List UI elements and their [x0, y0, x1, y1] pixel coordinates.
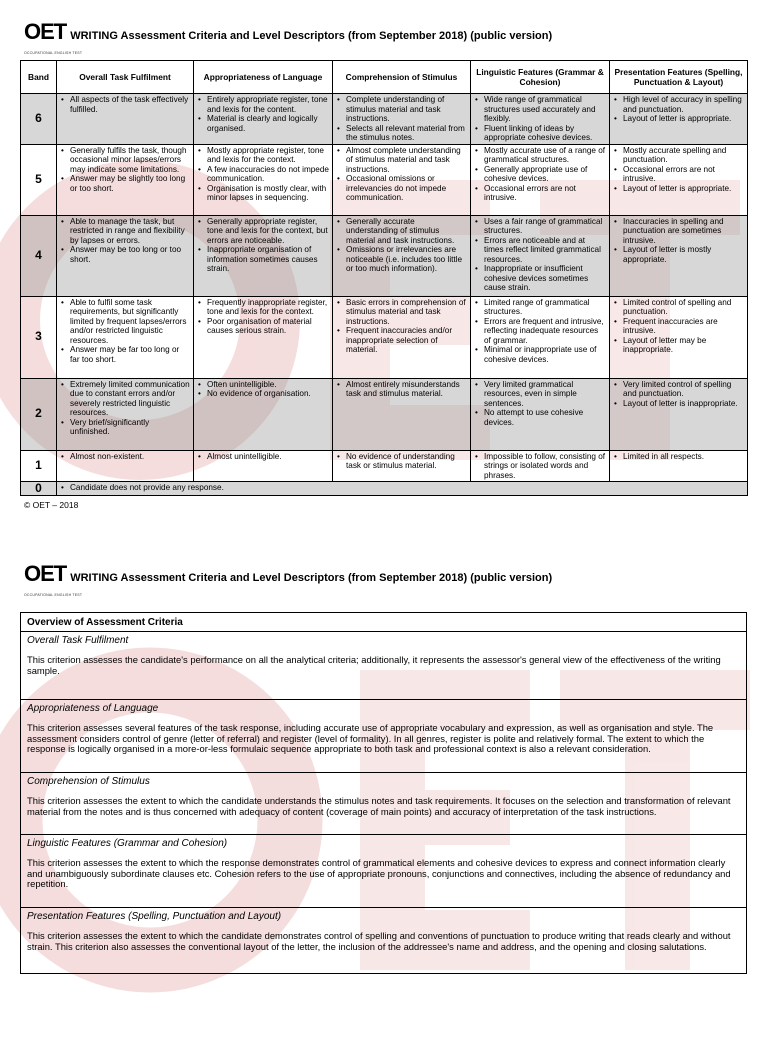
descriptor-item: • Minimal or inappropriate use of cohesive devices.	[484, 345, 606, 364]
overview-heading: Overview of Assessment Criteria	[21, 613, 746, 632]
cell-presentation-features	[610, 378, 748, 450]
descriptor-item: • Mostly accurate use of a range of grammatical structures.	[484, 146, 606, 165]
section-name: Comprehension of Stimulus	[27, 776, 150, 787]
cell-overall-task-fulfilment	[57, 378, 194, 450]
descriptor-item: • Layout of letter is inappropriate.	[623, 399, 744, 409]
descriptor-item: • Generally appropriate use of cohesive devices.	[484, 165, 606, 184]
copyright: © OET – 2018	[24, 500, 79, 510]
descriptor-list	[197, 298, 329, 336]
descriptor-list	[613, 95, 744, 124]
descriptor-item: • No evidence of organisation.	[207, 389, 329, 399]
section-text: This criterion assesses the extent to which the candidate demonstrates control of spelling and conventions of punctuation to produce writing that reads clearly and without strain. This criterion also assesses the conventional layout of the letter, the inclusion of the addressee's name and address, and the opening and closing salutations.	[27, 930, 731, 952]
cell-linguistic-features	[471, 94, 610, 145]
band-number: 5	[21, 144, 57, 215]
oet-logo-2: OET OCCUPATIONAL ENGLISH TEST	[24, 561, 83, 597]
descriptor-item: • Errors are noticeable and at times reflect limited grammatical resources.	[484, 236, 606, 265]
page-1-title: WRITING Assessment Criteria and Level Descriptors (from September 2018) (public version)	[70, 30, 553, 42]
descriptor-item: • Occasional omissions or irrelevancies do not impede communication.	[346, 174, 467, 203]
descriptor-list	[336, 217, 467, 274]
header-presentation-features: Presentation Features (Spelling, Punctuation & Layout)	[610, 61, 748, 94]
cell-linguistic-features	[471, 215, 610, 296]
descriptor-list	[197, 380, 329, 399]
cell-appropriateness-of-language	[194, 296, 333, 378]
header-overall-task-fulfilment: Overall Task Fulfilment	[57, 61, 194, 94]
section-text: This criterion assesses the extent to which the candidate understands the stimulus notes and task requirements. It focuses on the selection and transformation of relevant material from the notes and is thus concerned with adequacy of content (coverage of main points) and accuracy of interpretation of the task instructions.	[27, 795, 731, 817]
descriptor-item: • Very brief/significantly unfinished.	[70, 418, 190, 437]
band-number: 0	[21, 482, 57, 496]
page-1-header	[24, 19, 553, 55]
cell-linguistic-features	[471, 450, 610, 482]
descriptor-item: • Inappropriate organisation of information sometimes causes strain.	[207, 245, 329, 274]
descriptor-item: • Occasional errors are not intrusive.	[484, 184, 606, 203]
descriptor-item: • Answer may be too long or too short.	[70, 245, 190, 264]
descriptor-item: • Impossible to follow, consisting of strings or isolated words and phrases.	[484, 452, 606, 481]
cell-presentation-features	[610, 450, 748, 482]
descriptor-item: • Able to fulfil some task requirements, but significantly limited by frequent lapses/errors and/or restricted linguistic resources.	[70, 298, 190, 346]
descriptor-item: • Mostly appropriate register, tone and lexis for the context.	[207, 146, 329, 165]
descriptor-list	[60, 483, 744, 493]
cell-linguistic-features	[471, 378, 610, 450]
descriptor-list	[613, 146, 744, 194]
descriptor-list	[613, 298, 744, 355]
section-name: Overall Task Fulfilment	[27, 635, 129, 646]
cell-comprehension-of-stimulus	[333, 378, 471, 450]
descriptor-list	[197, 452, 329, 462]
descriptor-list	[197, 95, 329, 133]
cell-appropriateness-of-language	[194, 450, 333, 482]
descriptor-item: • Inaccuracies in spelling and punctuation are sometimes intrusive.	[623, 217, 744, 246]
cell-comprehension-of-stimulus	[333, 94, 471, 145]
band-number: 3	[21, 296, 57, 378]
section-presentation-features	[21, 908, 746, 976]
descriptor-item: • A few inaccuracies do not impede communication.	[207, 165, 329, 184]
descriptor-list	[60, 146, 190, 194]
descriptor-list	[197, 217, 329, 274]
descriptor-item: • Able to manage the task, but restricted in range and flexibility by lapses or errors.	[70, 217, 190, 246]
descriptor-item: • Frequent inaccuracies and/or inappropriate selection of material.	[346, 326, 467, 355]
descriptor-item: • Uses a fair range of grammatical structures.	[484, 217, 606, 236]
cell-appropriateness-of-language	[194, 215, 333, 296]
descriptor-item: • Frequent inaccuracies are intrusive.	[623, 317, 744, 336]
band-number: 4	[21, 215, 57, 296]
band-number: 6	[21, 94, 57, 145]
descriptor-item: • Fluent linking of ideas by appropriate cohesive devices.	[484, 124, 606, 143]
section-name: Linguistic Features (Grammar and Cohesion)	[27, 838, 228, 849]
descriptor-item: • Answer may be slightly too long or too short.	[70, 174, 190, 193]
band-row-1	[21, 450, 748, 482]
band-row-6	[21, 94, 748, 145]
descriptor-item: • Omissions or irrelevancies are noticeable (i.e. includes too little or too much information).	[346, 245, 467, 274]
descriptor-item: • Limited control of spelling and punctuation.	[623, 298, 744, 317]
oet-logo: OET OCCUPATIONAL ENGLISH TEST	[24, 19, 83, 55]
descriptor-item: • Entirely appropriate register, tone and lexis for the content.	[207, 95, 329, 114]
descriptor-item: • Mostly accurate spelling and punctuation.	[623, 146, 744, 165]
descriptor-item: • Layout of letter is mostly appropriate.	[623, 245, 744, 264]
cell-no-response	[57, 482, 748, 496]
cell-overall-task-fulfilment	[57, 144, 194, 215]
band-row-4	[21, 215, 748, 296]
descriptor-list	[474, 380, 606, 428]
overview-box	[20, 612, 747, 974]
cell-appropriateness-of-language	[194, 144, 333, 215]
descriptor-list	[197, 146, 329, 203]
descriptor-item: • Occasional errors are not intrusive.	[623, 165, 744, 184]
descriptor-list	[474, 298, 606, 365]
table-header-row	[21, 61, 748, 94]
descriptor-item: • Errors are frequent and intrusive, reflecting inadequate resources of grammar.	[484, 317, 606, 346]
cell-overall-task-fulfilment	[57, 450, 194, 482]
cell-appropriateness-of-language	[194, 94, 333, 145]
descriptor-item: • Frequently inappropriate register, tone and lexis for the context.	[207, 298, 329, 317]
cell-presentation-features	[610, 144, 748, 215]
cell-linguistic-features	[471, 296, 610, 378]
section-appropriateness-of-language	[21, 700, 746, 773]
descriptor-item: • Almost complete understanding of stimulus material and task instructions.	[346, 146, 467, 175]
descriptor-item: • No attempt to use cohesive devices.	[484, 408, 606, 427]
descriptor-item: • Almost non-existent.	[70, 452, 190, 462]
descriptor-list	[60, 95, 190, 114]
descriptor-item: • Almost unintelligible.	[207, 452, 329, 462]
section-text: This criterion assesses the candidate's performance on all the analytical criteria; additionally, it represents the assessor's general view of the effectiveness of the writing sample.	[27, 654, 721, 676]
descriptor-list	[60, 298, 190, 365]
cell-linguistic-features	[471, 144, 610, 215]
page-2-header	[24, 561, 553, 597]
cell-comprehension-of-stimulus	[333, 144, 471, 215]
descriptor-item: • Layout of letter may be inappropriate.	[623, 336, 744, 355]
descriptor-item: • Candidate does not provide any response.	[70, 483, 744, 493]
section-name: Presentation Features (Spelling, Punctuation and Layout)	[27, 911, 282, 922]
descriptor-item: • Extremely limited communication due to constant errors and/or severely restricted linguistic resources.	[70, 380, 190, 418]
descriptor-list	[474, 146, 606, 203]
cell-presentation-features	[610, 296, 748, 378]
descriptor-list	[336, 146, 467, 203]
descriptor-item: • Organisation is mostly clear, with minor lapses in sequencing.	[207, 184, 329, 203]
page-2-title: WRITING Assessment Criteria and Level Descriptors (from September 2018) (public version)	[70, 572, 553, 584]
band-number: 2	[21, 378, 57, 450]
cell-presentation-features	[610, 215, 748, 296]
descriptor-item: • Generally fulfils the task, though occasional minor lapses/errors may indicate some limitations.	[70, 146, 190, 175]
descriptor-list	[60, 217, 190, 265]
descriptor-item: • Almost entirely misunderstands task and stimulus material.	[346, 380, 467, 399]
descriptor-item: • Wide range of grammatical structures used accurately and flexibly.	[484, 95, 606, 124]
band-row-0	[21, 482, 748, 496]
descriptor-list	[613, 217, 744, 265]
cell-comprehension-of-stimulus	[333, 296, 471, 378]
descriptor-item: • Often unintelligible.	[207, 380, 329, 390]
descriptor-list	[613, 452, 744, 462]
descriptor-list	[336, 452, 467, 471]
cell-comprehension-of-stimulus	[333, 450, 471, 482]
descriptor-item: • Inappropriate or insufficient cohesive devices sometimes cause strain.	[484, 264, 606, 293]
header-appropriateness-of-language: Appropriateness of Language	[194, 61, 333, 94]
descriptor-item: • Very limited grammatical resources, even in simple sentences.	[484, 380, 606, 409]
descriptor-item: • Limited in all respects.	[623, 452, 744, 462]
header-comprehension-of-stimulus: Comprehension of Stimulus	[333, 61, 471, 94]
descriptor-item: • Layout of letter is appropriate.	[623, 184, 744, 194]
section-comprehension-of-stimulus	[21, 773, 746, 835]
cell-appropriateness-of-language	[194, 378, 333, 450]
cell-overall-task-fulfilment	[57, 296, 194, 378]
header-band: Band	[21, 61, 57, 94]
descriptor-list	[336, 380, 467, 399]
descriptor-list	[613, 380, 744, 409]
descriptor-item: • Answer may be far too long or far too short.	[70, 345, 190, 364]
descriptor-item: • All aspects of the task effectively fulfilled.	[70, 95, 190, 114]
descriptor-item: • Layout of letter is appropriate.	[623, 114, 744, 124]
band-row-3	[21, 296, 748, 378]
descriptor-item: • Poor organisation of material causes serious strain.	[207, 317, 329, 336]
cell-overall-task-fulfilment	[57, 215, 194, 296]
descriptor-item: • Basic errors in comprehension of stimulus material and task instructions.	[346, 298, 467, 327]
band-number: 1	[21, 450, 57, 482]
section-name: Appropriateness of Language	[27, 703, 159, 714]
descriptor-list	[336, 95, 467, 143]
criteria-table	[20, 60, 748, 496]
band-row-2	[21, 378, 748, 450]
descriptor-list	[336, 298, 467, 355]
descriptor-list	[474, 95, 606, 143]
section-overall-task-fulfilment	[21, 632, 746, 700]
descriptor-item: • Selects all relevant material from the stimulus notes.	[346, 124, 467, 143]
section-text: This criterion assesses the extent to which the response demonstrates control of grammatical elements and cohesive devices to express and connect information clearly and unambiguously subordinate clauses etc. Cohesion refers to the use of appropriate pronouns, conjunctions and connectives, including the absence of redundancy and repetition.	[27, 857, 731, 890]
cell-overall-task-fulfilment	[57, 94, 194, 145]
descriptor-item: • Material is clearly and logically organised.	[207, 114, 329, 133]
descriptor-list	[60, 452, 190, 462]
section-text: This criterion assesses several features of the task response, including accurate use of appropriate vocabulary and expression, as well as organisation and style. The assessment considers control of genre (letter of referral) and register (level of formality). In all genres, register is polite and relatively formal. The extent to which the response is logically organised in a more-or-less formulaic sequence appropriate to both task and professional context is also a relevant consideration.	[27, 722, 714, 755]
descriptor-item: • Limited range of grammatical structures.	[484, 298, 606, 317]
descriptor-item: • Generally accurate understanding of stimulus material and task instructions.	[346, 217, 467, 246]
descriptor-list	[474, 452, 606, 481]
section-linguistic-features	[21, 835, 746, 908]
cell-presentation-features	[610, 94, 748, 145]
header-linguistic-features: Linguistic Features (Grammar & Cohesion)	[471, 61, 610, 94]
descriptor-item: • No evidence of understanding task or stimulus material.	[346, 452, 467, 471]
page-1	[0, 0, 768, 520]
descriptor-item: • Generally appropriate register, tone and lexis for the context, but errors are noticeable.	[207, 217, 329, 246]
descriptor-item: • Complete understanding of stimulus material and task instructions.	[346, 95, 467, 124]
descriptor-item: • Very limited control of spelling and punctuation.	[623, 380, 744, 399]
band-row-5	[21, 144, 748, 215]
descriptor-list	[474, 217, 606, 293]
descriptor-item: • High level of accuracy in spelling and punctuation.	[623, 95, 744, 114]
cell-comprehension-of-stimulus	[333, 215, 471, 296]
descriptor-list	[60, 380, 190, 437]
